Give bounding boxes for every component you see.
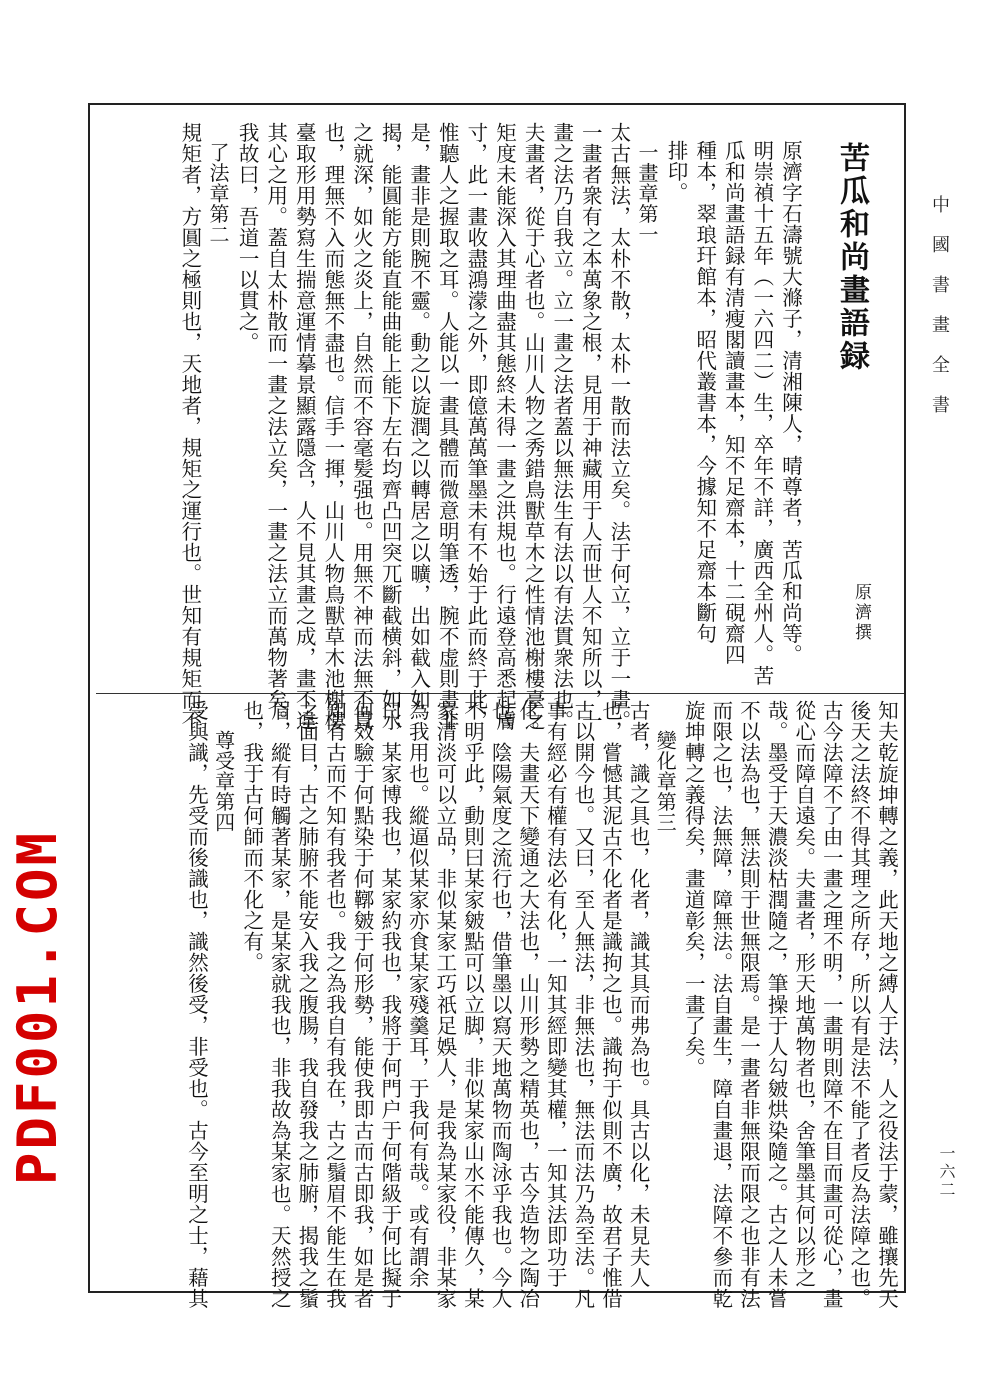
text-line: 夫畫者，從于心者也。山川人物之秀錯鳥獸草木之性情池榭樓臺之 — [521, 122, 546, 731]
text-line: 太古無法，太朴不散，太朴一散而法立矣。法于何立，立于一畫。 — [606, 122, 631, 731]
text-line: 是，畫非是則腕不靈。動之以旋潤之以轉居之以曠，出如截入如 — [406, 122, 431, 710]
chapter-heading: 一畫章第一 — [635, 142, 659, 245]
text-line: 受與識，先受而後識也，識然後受，非受也。古今至明之士，藉其 — [184, 700, 209, 1309]
text-line: 旋坤轉之義得矣，畫道彰矣，一畫了矣。 — [681, 700, 706, 1078]
text-line: 臺取形用勢寫生揣意運情摹景顯露隱含，人不見其畫之成，畫不違 — [292, 122, 317, 731]
text-line: 之就深，如火之炎上，自然而不容毫髪强也。用無不神而法無不貫 — [349, 122, 374, 731]
intro-line: 原濟字石濤號大滌子，清湘陳人，晴尊者，苦瓜和尚等。 — [778, 140, 803, 665]
text-line: 也，理無不入而態無不盡也。信手一揮，山川人物鳥獸草木池榭樓 — [320, 122, 345, 731]
text-line: 哉。墨受于天濃淡枯潤隨之，筆操于人勾皴烘染隨之。古之人未嘗 — [764, 700, 789, 1309]
text-line: 不明乎此，動則曰某家皴點可以立脚，非似某家山水不能傳久，某 — [460, 700, 485, 1309]
text-line: 惟聽人之握取之耳。人能以一畫具體而微意明筆透，腕不虚則畫非 — [435, 122, 460, 731]
intro-line: 種本，翠琅玕館本，昭代叢書本，今據知不足齋本斷句 — [692, 140, 717, 644]
text-line: 何效驗于何點染于何鞹皴于何形勢，能使我即古而古即我，如是者 — [350, 700, 375, 1309]
intro-line: 瓜和尚畫語録有清瘦閣讀畫本，知不足齋本，十二硯齋四 — [721, 140, 746, 665]
text-line: 也，我于古何師而不化之有。 — [239, 700, 264, 973]
text-line: 古以開今也。又曰，至人無法，非無法也，無法而法乃為至法。凡 — [570, 700, 595, 1309]
text-line: 而限之也，法無障，障無法。法自畫生，障自畫退，法障不參而乾 — [708, 700, 733, 1309]
text-line: 也，陰陽氣度之流行也，借筆墨以寫天地萬物而陶泳乎我也。今人 — [488, 700, 513, 1309]
text-line: 知有古而不知有我者也。我之為我自有我在，古之鬚眉不能生在我 — [322, 700, 347, 1309]
text-line: 矩度未能深入其理曲盡其態終未得一畫之洪規也。行遠登高悉起膚 — [492, 122, 517, 731]
book-title: 苦瓜和尚畫語録 — [834, 142, 869, 373]
book-author: 原濟撰 — [851, 583, 871, 643]
text-line: 知夫乾旋坤轉之義，此天地之縛人于法，人之役法于蒙，雖攘先天 — [874, 700, 899, 1309]
text-line: 寸，此一畫收盡鴻濛之外，即億萬萬筆墨未有不始于此而終于此， — [463, 122, 488, 731]
intro-line: 排印。 — [664, 140, 689, 203]
text-line: 從心而障自遠矣。夫畫者，形天地萬物者也，舍筆墨其何以形之 — [791, 700, 816, 1288]
text-line: 眉，縱有時觸著某家，是某家就我也，非我故為某家也。天然授之 — [267, 700, 292, 1309]
intro-line: 明崇禎十五年（一六四二）生，卒年不詳，廣西全州人。苦 — [749, 140, 774, 686]
text-line: 規矩者，方圓之極則也，天地者，規矩之運行也。世知有規矩而不 — [177, 122, 202, 731]
text-line: 揭，能圓能方能直能曲能上能下左右均齊凸凹突兀斷截横斜，如水 — [378, 122, 403, 731]
text-line: 家清淡可以立品，非似某家工巧祇足娛人，是我為某家役，非某家 — [432, 700, 457, 1309]
text-line: 為我用也。縱逼似某家亦食某家殘羹耳，于我何有哉。或有謂余 — [405, 700, 430, 1288]
text-line: 其心之用。蓋自太朴散而一畫之法立矣，一畫之法立而萬物著矣。 — [263, 122, 288, 731]
text-line: 事有經必有權有法必有化，一知其經即變其權，一知其法即功于 — [543, 700, 568, 1288]
chapter-heading: 尊受章第四 — [211, 730, 236, 833]
text-line: 之面目，古之肺腑不能安入我之腹腸，我自發我之肺腑，揭我之鬚 — [294, 700, 319, 1309]
page-number: 一六二 — [937, 1145, 956, 1199]
watermark: PDF001.COM — [6, 830, 69, 1186]
text-line: 古今法障不了由一畫之理不明，一畫明則障不在目而畫可從心，畫 — [819, 700, 844, 1309]
text-line: 畫之法乃自我立。立一畫之法者蓋以無法生有法以有法貫衆法也。 — [549, 122, 574, 731]
text-line: 我故曰，吾道一以貫之。 — [235, 122, 260, 353]
text-line: 後天之法終不得其理之所存，所以有是法不能了者反為法障之也。 — [846, 700, 871, 1309]
book-series-title: 中國書畫全書 — [929, 195, 950, 435]
text-line: 化。夫畫天下變通之大法也，山川形勢之精英也，古今造物之陶冶 — [515, 700, 540, 1309]
text-line: 也，嘗憾其泥古不化者是識拘之也。識拘于似則不廣，故君子惟借 — [598, 700, 623, 1309]
text-line: 古者，識之具也，化者，識其具而弗為也。具古以化，未見夫人 — [626, 700, 651, 1288]
chapter-heading: 了法章第二 — [206, 142, 230, 245]
text-line: 曰，某家博我也，某家約我也，我將于何門户于何階級于何比擬于 — [377, 700, 402, 1309]
chapter-heading: 變化章第三 — [653, 730, 678, 833]
text-line: 不以法為也，無法則于世無限焉。是一畫者非無限而限之也非有法 — [736, 700, 761, 1309]
text-line: 一畫者衆有之本萬象之根，見用于神藏用于人而世人不知所以，一 — [578, 122, 603, 731]
